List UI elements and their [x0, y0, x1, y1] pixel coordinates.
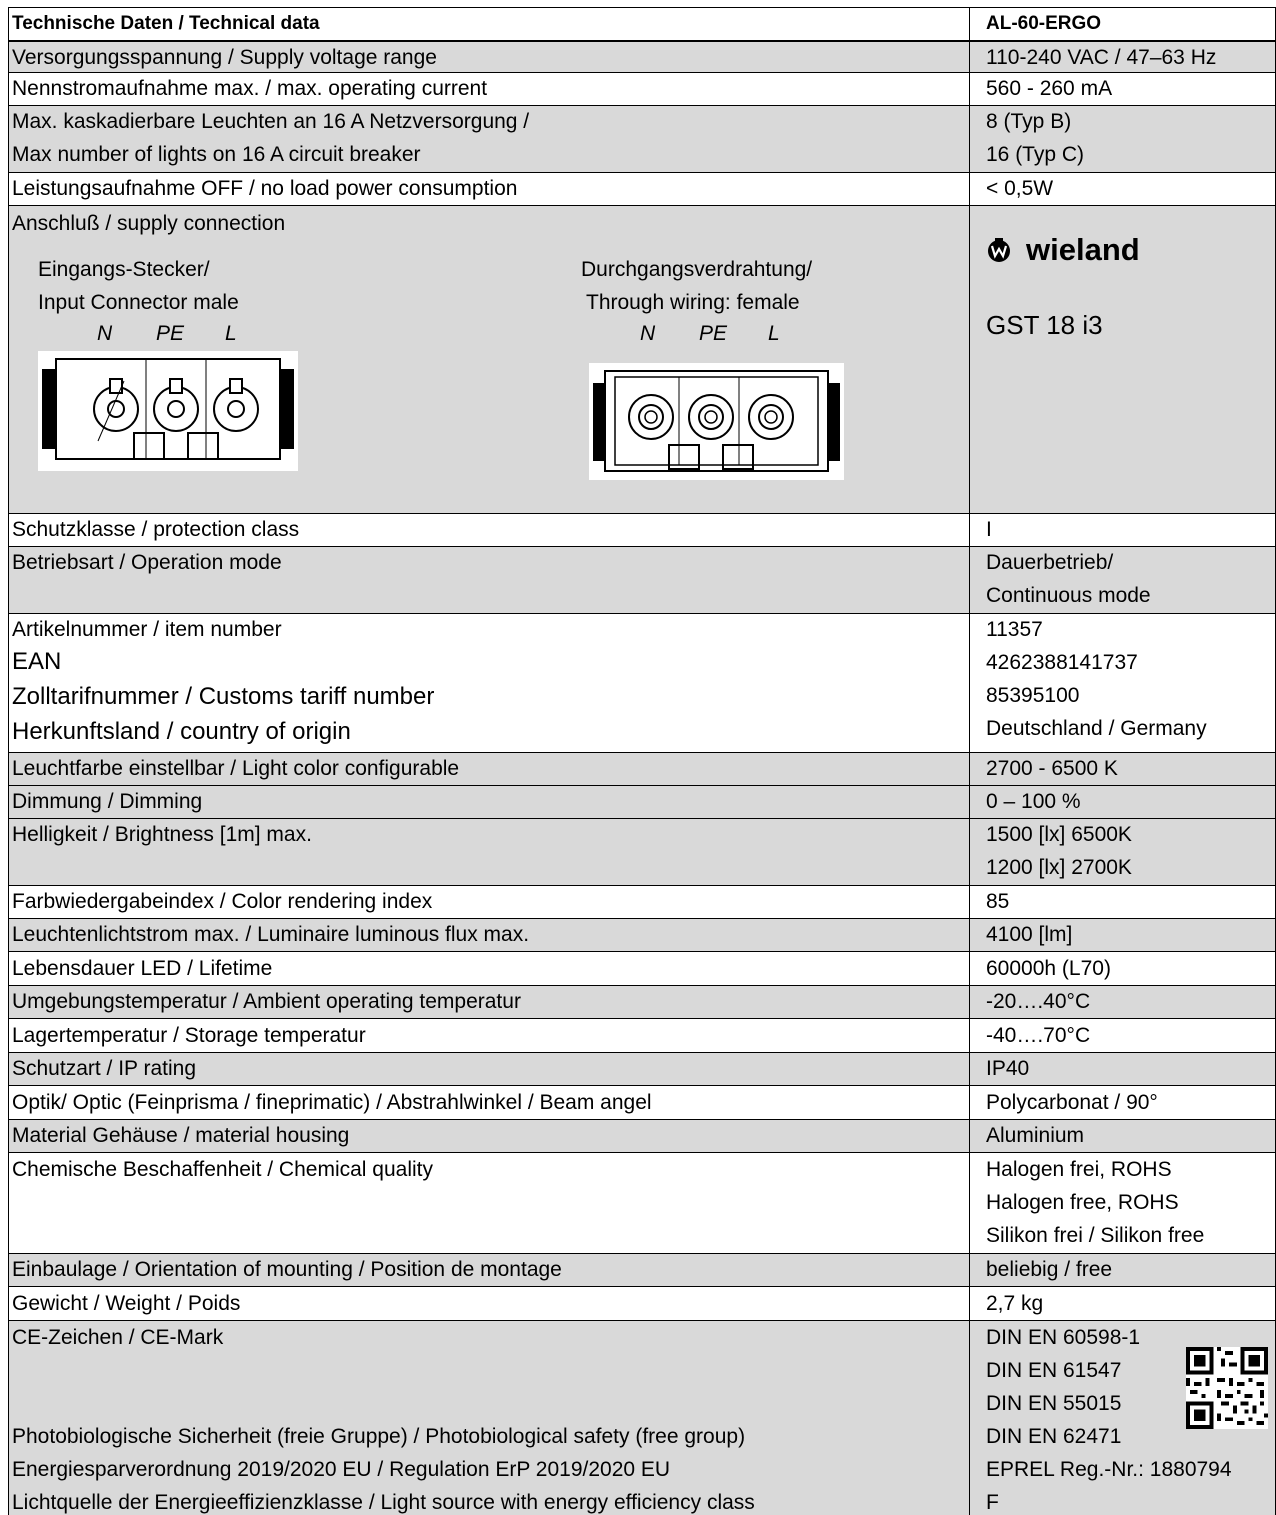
row-value: -40….70°C [986, 1024, 1091, 1047]
pin-l-label: L [768, 322, 780, 345]
row-value: 11357 [986, 618, 1043, 641]
pin-n-label: N [640, 322, 656, 345]
row-value: 0 – 100 % [986, 790, 1081, 813]
row-value: 2,7 kg [986, 1292, 1044, 1315]
row-value: 8 (Typ B) [986, 110, 1072, 133]
ce-value: F [986, 1491, 999, 1514]
row-value: 110-240 VAC / 47–63 Hz [986, 46, 1217, 69]
row-label: Lagertemperatur / Storage temperatur [12, 1024, 366, 1047]
table-row [8, 885, 1276, 918]
row-value: I [986, 518, 992, 541]
table-row [8, 818, 1276, 885]
male-connector-drawing [38, 351, 298, 476]
row-value: 60000h (L70) [986, 957, 1111, 980]
table-row [8, 1253, 1276, 1286]
row-label: Leuchtenlichtstrom max. / Luminaire luminous flux max. [12, 923, 530, 946]
wieland-logo-icon [986, 237, 1012, 263]
row-value: 1200 [lx] 2700K [986, 856, 1132, 879]
row-label: Schutzklasse / protection class [12, 518, 300, 541]
table-row [8, 752, 1276, 785]
row-label: Betriebsart / Operation mode [12, 551, 282, 574]
row-label: Max number of lights on 16 A circuit breaker [12, 143, 421, 166]
row-label: Optik/ Optic (Feinprisma / fineprimatic) / Abstrahlwinkel / Beam angel [12, 1091, 652, 1114]
row-value: IP40 [986, 1057, 1030, 1080]
header-model: AL-60-ERGO [986, 13, 1102, 34]
row-label: Herkunftsland / country of origin [12, 718, 351, 745]
row-label: Dimmung / Dimming [12, 790, 203, 813]
row-value: beliebig / free [986, 1258, 1113, 1281]
table-row [8, 1119, 1276, 1152]
row-value: Deutschland / Germany [986, 717, 1207, 740]
through-wiring-title: Durchgangsverdrahtung/ [581, 258, 813, 281]
connection-row [8, 205, 1276, 513]
row-value: 2700 - 6500 K [986, 757, 1118, 780]
row-label: Artikelnummer / item number [12, 618, 282, 641]
table-row [8, 546, 1276, 613]
ce-value: DIN EN 62471 [986, 1425, 1122, 1448]
row-value: Continuous mode [986, 584, 1151, 607]
table-row [8, 613, 1276, 752]
table-row [8, 1018, 1276, 1052]
ce-value: DIN EN 60598-1 [986, 1326, 1141, 1349]
row-label: Nennstromaufnahme max. / max. operating current [12, 77, 488, 100]
table-header [8, 7, 1276, 40]
connector-model: GST 18 i3 [986, 310, 1103, 340]
table-row [8, 105, 1276, 172]
row-value: Aluminium [986, 1124, 1085, 1147]
row-label: Versorgungsspannung / Supply voltage range [12, 46, 437, 69]
row-value: 4100 [lm] [986, 923, 1073, 946]
row-value: 85395100 [986, 684, 1080, 707]
row-label: Schutzart / IP rating [12, 1057, 197, 1080]
row-value: Dauerbetrieb/ [986, 551, 1114, 574]
pin-pe-label: PE [699, 322, 728, 345]
row-value: 4262388141737 [986, 651, 1138, 674]
table-row [8, 40, 1276, 72]
row-label: Leistungsaufnahme OFF / no load power consumption [12, 177, 518, 200]
table-row [8, 951, 1276, 985]
table-row [8, 1085, 1276, 1119]
ce-value: DIN EN 61547 [986, 1359, 1122, 1382]
table-row [8, 985, 1276, 1018]
row-label: Umgebungstemperatur / Ambient operating temperatur [12, 990, 521, 1013]
row-label: Material Gehäuse / material housing [12, 1124, 350, 1147]
pin-pe-label: PE [156, 322, 185, 345]
row-label: Zolltarifnummer / Customs tariff number [12, 683, 435, 710]
row-value: < 0,5W [986, 177, 1054, 200]
pin-n-label: N [97, 322, 113, 345]
table-row [8, 72, 1276, 105]
brand-name: wieland [1026, 232, 1140, 267]
table-row [8, 1152, 1276, 1253]
row-value: Silikon frei / Silikon free [986, 1224, 1205, 1247]
pin-l-label: L [225, 322, 237, 345]
row-value: 560 - 260 mA [986, 77, 1113, 100]
input-connector-subtitle: Input Connector male [38, 291, 239, 314]
ce-label: CE-Zeichen / CE-Mark [12, 1326, 224, 1349]
row-value: -20….40°C [986, 990, 1091, 1013]
table-row [8, 785, 1276, 818]
table-row [8, 1052, 1276, 1085]
connection-label: Anschluß / supply connection [12, 212, 286, 235]
row-value: Polycarbonat / 90° [986, 1091, 1158, 1114]
technical-data-table [8, 7, 1276, 1515]
table-row [8, 918, 1276, 951]
input-connector-title: Eingangs-Stecker/ [38, 258, 210, 281]
row-value: 85 [986, 890, 1010, 913]
ce-label: Lichtquelle der Energieeffizienzklasse / Light source with energy efficiency class [12, 1491, 755, 1514]
ce-value: DIN EN 55015 [986, 1392, 1122, 1415]
table-row [8, 172, 1276, 205]
qr-code [1186, 1347, 1268, 1434]
through-wiring-subtitle: Through wiring: female [586, 291, 800, 314]
row-label: Chemische Beschaffenheit / Chemical quality [12, 1158, 433, 1181]
row-label: Farbwiedergabeindex / Color rendering index [12, 890, 433, 913]
table-row [8, 1286, 1276, 1320]
ce-label: Energiesparverordnung 2019/2020 EU / Regulation ErP 2019/2020 EU [12, 1458, 671, 1481]
row-label: Max. kaskadierbare Leuchten an 16 A Netzversorgung / [12, 110, 530, 133]
row-value: Halogen frei, ROHS [986, 1158, 1172, 1181]
ce-label: Photobiologische Sicherheit (freie Gruppe) / Photobiological safety (free group) [12, 1425, 746, 1448]
row-label: Gewicht / Weight / Poids [12, 1292, 241, 1315]
ce-value: EPREL Reg.-Nr.: 1880794 [986, 1458, 1232, 1481]
table-row [8, 513, 1276, 546]
row-label: Leuchtfarbe einstellbar / Light color configurable [12, 757, 460, 780]
header-label: Technische Daten / Technical data [12, 13, 320, 34]
row-label: Helligkeit / Brightness [1m] max. [12, 823, 312, 846]
row-label: EAN [12, 648, 62, 675]
wieland-logo [986, 232, 1140, 268]
ce-row [8, 1320, 1276, 1515]
female-connector-drawing [589, 363, 844, 485]
row-label: Lebensdauer LED / Lifetime [12, 957, 273, 980]
row-label: Einbaulage / Orientation of mounting / Position de montage [12, 1258, 562, 1281]
row-value: Halogen free, ROHS [986, 1191, 1179, 1214]
row-value: 1500 [lx] 6500K [986, 823, 1132, 846]
row-value: 16 (Typ C) [986, 143, 1085, 166]
